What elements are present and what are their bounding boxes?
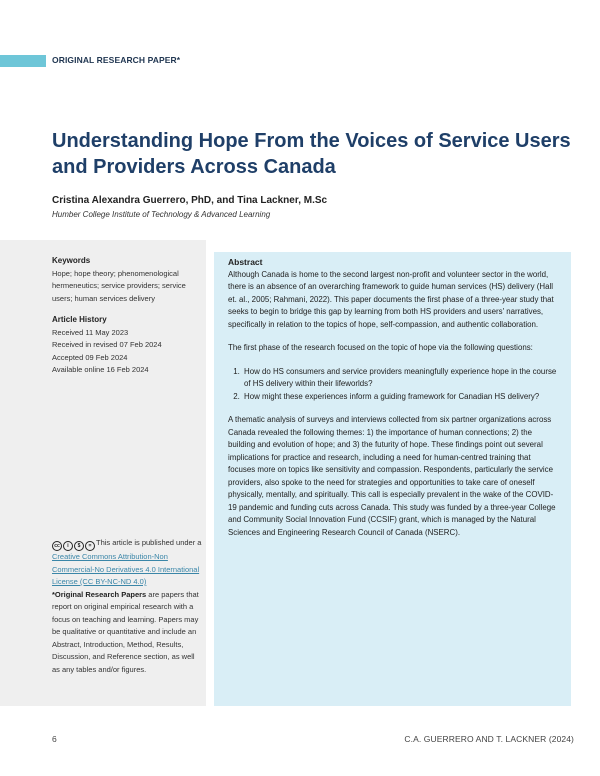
article-info-sidebar (0, 240, 206, 706)
authors: Cristina Alexandra Guerrero, PhD, and Tina Lackner, M.Sc (52, 195, 328, 206)
abstract-heading: Abstract (228, 257, 263, 267)
abstract-paragraph-1: Although Canada is home to the second largest non-profit and volunteer sector in the world, there is an absence of an overarching framework to guide human services (HS) delivery (Hall et. al., 2005; Rahmani, 2022). This paper documents the first phase of a three-year study that seeks to begin to bridge this gap by learning from both HS providers and users' narratives, specifically in relation to the topics of hope, self-compassion, and authentic collaboration. (228, 269, 554, 329)
license-lead: This article is published under a (96, 538, 202, 547)
creative-commons-icons (52, 541, 95, 551)
note-bold: *Original Research Papers (52, 589, 147, 599)
research-question: 1. How do HS consumers and service providers meaningfully experience hope in the course of HS delivery within their lifeworlds? (242, 366, 560, 391)
research-questions (228, 366, 560, 404)
research-question: 2. How might these experiences inform a guiding framework for Canadian HS delivery? (242, 391, 560, 404)
page-number: 6 (52, 734, 57, 744)
paper-title: Understanding Hope From the Voices of Service Users and Providers Across Canada (52, 130, 571, 178)
keywords-text: Hope; hope theory; phenomenological hermeneutics; service providers; service users; human services delivery (52, 268, 186, 303)
article-type-label: ORIGINAL RESEARCH PAPER* (52, 55, 181, 65)
abstract-paragraph-3: A thematic analysis of surveys and interviews collected from six partner organizations across Canada revealed the following themes: 1) the importance of human connections; 2) the building and evolution of hope; and 3) the futurity of hope. These findings point out several implications for practice and research, including a need for human-centred training that focuses more on topics like sensitivity and compassion. Respondents, particularly the service providers, also spoke to the need for strategies and opportunities to take care of oneself physically, mentally, and spiritually. This call is especially prevalent in the wake of the COVID-19 pandemic and funding cuts across Canada. This study was funded by a three-year College and Community Social Innovation Fund (CCSIF) grant, which is managed by the Natural Sciences and Engineering Research Council of Canada (NSERC). (228, 415, 556, 537)
abstract-paragraph-2: The first phase of the research focused on the topic of hope via the following questions: (228, 343, 533, 352)
abstract-content (228, 256, 560, 550)
cc-icon: cc (52, 541, 62, 551)
abstract-box (214, 252, 571, 706)
license-link[interactable]: Creative Commons Attribution-Non Commercial-No Derivatives 4.0 International License (CC BY-NC-ND 4.0) (52, 552, 200, 586)
history-accepted: Accepted 09 Feb 2024 (52, 352, 128, 362)
keywords-heading: Keywords (52, 256, 91, 265)
note-text: are papers that report on original empirical research with a focus on teaching and learning. Papers may be qualitative or quantitative and include an Abstract, Introduction, Method, Results, Discussion, and Reference section, as well as any tables and/or figures. (52, 589, 199, 674)
history-received: Received 11 May 2023 (52, 327, 129, 337)
license-block (52, 537, 204, 676)
article-history (52, 314, 202, 377)
history-online: Available online 16 Feb 2024 (52, 365, 149, 374)
cc-nc-icon: $ (74, 541, 84, 551)
cc-nd-icon: = (85, 541, 95, 551)
header-accent-bar (0, 55, 46, 67)
article-info (52, 255, 202, 377)
affiliation: Humber College Institute of Technology & Advanced Learning (52, 210, 271, 219)
history-heading: Article History (52, 315, 107, 324)
running-head: C.A. GUERRERO AND T. LACKNER (2024) (404, 734, 574, 744)
history-revised: Received in revised 07 Feb 2024 (52, 340, 162, 349)
cc-by-icon: i (63, 541, 73, 551)
